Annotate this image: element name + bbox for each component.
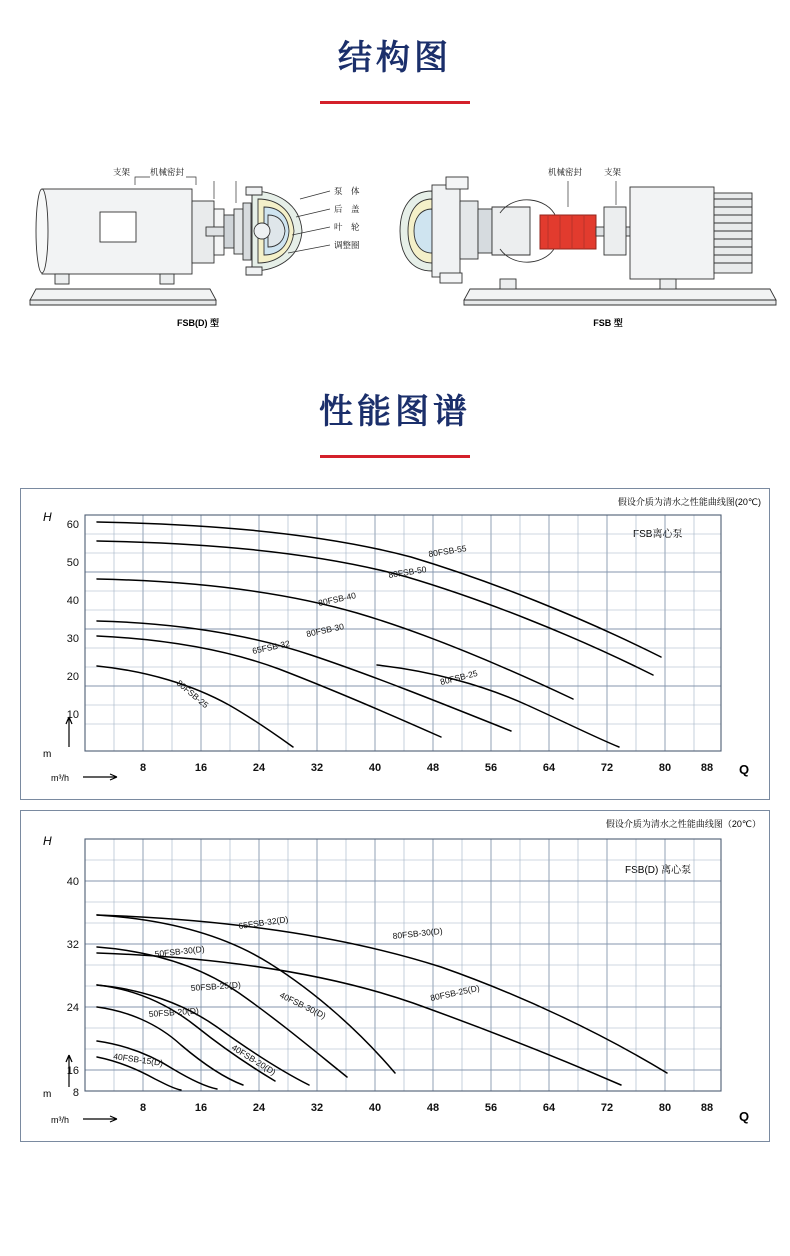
structure-diagram-svg (0, 129, 790, 354)
chart-fsb-ylabel: H (43, 510, 52, 524)
curve-label-40FSB-15D: 40FSB-15(D) (112, 1051, 164, 1068)
curve-label-40FSB-20D: 40FSB-20(D) (229, 1042, 278, 1078)
chart-fsbd-ytick-32: 32 (66, 939, 79, 951)
chart-fsbd-ylabel: H (43, 834, 52, 848)
structure-caption-1: FSB 型 (593, 318, 623, 328)
chart-fsbd-xtick-48: 48 (426, 1102, 440, 1114)
chart-fsb-xlabel: Q (739, 762, 750, 777)
chart-fsbd-xtick-56: 56 (484, 1102, 498, 1114)
chart-fsbd-xlabel: Q (739, 1109, 750, 1124)
chart-fsbd-ytick-16: 16 (66, 1065, 79, 1077)
performance-title-underline (320, 455, 470, 458)
chart-fsb-xtick-48: 48 (426, 762, 440, 774)
curve-label-80FSB-25D: 80FSB-25(D) (429, 982, 481, 1003)
chart-fsbd-yunit: m (43, 1089, 52, 1100)
structure-section-title: 结构图 (338, 38, 452, 78)
curve-80FSB-25D (97, 953, 621, 1085)
curve-label-80FSB-50: 80FSB-50 (387, 564, 428, 580)
chart-fsb-xtick-72: 72 (600, 762, 614, 774)
chart-fsb-brand: FSB离心泵 (633, 529, 683, 540)
chart-fsbd-xtick-8: 8 (139, 1102, 147, 1114)
chart-fsb-xtick-24: 24 (252, 762, 266, 774)
chart-fsb-xtick-80: 80 (658, 762, 672, 774)
chart-fsb-ytick-40: 40 (66, 595, 79, 607)
chart-fsb-xunit: m³/h (51, 773, 69, 783)
chart-fsb-ytick-50: 50 (66, 557, 79, 569)
chart-fsb-xtick-32: 32 (310, 762, 324, 774)
chart-fsbd-ytick-24: 24 (66, 1002, 79, 1014)
structure-label-left-5: 调整圈 (334, 240, 360, 250)
structure-diagram (0, 129, 790, 354)
curve-label-80FSB-55: 80FSB-55 (427, 543, 468, 559)
chart-fsbd-xtick-24: 24 (252, 1102, 266, 1114)
curve-label-50FSB-20D: 50FSB-20(D) (148, 1005, 200, 1019)
chart-fsb-xtick-16: 16 (194, 762, 208, 774)
chart-fsb-ytick-10: 10 (66, 709, 79, 721)
chart-fsbd-ytick-40: 40 (66, 876, 79, 888)
chart-fsbd-xtick-16: 16 (194, 1102, 208, 1114)
chart-fsbd-xtick-40: 40 (368, 1102, 382, 1114)
curve-80FSB-55 (97, 522, 661, 657)
structure-label-left-3: 后 盖 (334, 204, 360, 214)
chart-fsbd-xunit: m³/h (51, 1115, 69, 1125)
chart-fsbd-ytick-8: 8 (72, 1087, 79, 1099)
curve-label-80FSB-30: 80FSB-30 (305, 621, 345, 639)
curve-label-50FSB-25D: 50FSB-25(D) (190, 979, 242, 993)
chart-fsbd-xtick-32: 32 (310, 1102, 324, 1114)
chart-fsb-yunit: m (43, 749, 52, 760)
structure-label-right-0: 机械密封 (548, 167, 583, 177)
chart-fsb-note: 假设介质为清水之性能曲线图(20℃) (617, 497, 761, 507)
chart-fsb-ytick-30: 30 (66, 633, 79, 645)
curve-label-65FSB-32: 65FSB-32 (251, 638, 291, 656)
chart-fsb-xtick-8: 8 (139, 762, 147, 774)
curve-80FSB-25 (377, 665, 619, 747)
chart-fsb-ytick-60: 60 (66, 519, 79, 531)
chart-fsbd-xtick-72: 72 (600, 1102, 614, 1114)
curve-label-40FSB-30D: 40FSB-30(D) (278, 989, 328, 1021)
curve-80FSB-30D (97, 915, 667, 1073)
chart-fsb-ytick-20: 20 (66, 671, 79, 683)
chart-fsb-xtick-40: 40 (368, 762, 382, 774)
chart-fsb (20, 488, 770, 800)
chart-fsbd-brand: FSB(D) 离心泵 (625, 865, 692, 876)
curve-label-80FSB-30D: 80FSB-30(D) (392, 925, 444, 941)
chart-fsbd-xtick-88: 88 (700, 1102, 714, 1114)
chart-fsbd-note: 假设介质为清水之性能曲线图（20℃） (605, 819, 761, 829)
structure-label-right-1: 支架 (604, 167, 622, 177)
chart-fsb-svg (21, 489, 769, 797)
structure-label-left-1: 机械密封 (150, 167, 185, 177)
chart-fsbd-xtick-64: 64 (542, 1102, 556, 1114)
chart-fsb-xtick-56: 56 (484, 762, 498, 774)
chart-fsb-xtick-64: 64 (542, 762, 556, 774)
chart-fsbd-xtick-80: 80 (658, 1102, 672, 1114)
structure-label-left-0: 支架 (113, 167, 131, 177)
structure-caption-0: FSB(D) 型 (177, 318, 219, 328)
curve-label-65FSB-32D: 65FSB-32(D) (237, 914, 289, 931)
chart-fsb-xtick-88: 88 (700, 762, 714, 774)
performance-section-title: 性能图谱 (319, 392, 471, 432)
curve-label-80FSB-25: 80FSB-25 (439, 667, 479, 687)
structure-label-left-2: 泵 体 (334, 186, 360, 196)
chart-fsbd (20, 810, 770, 1142)
curve-80FSB-25-low (97, 666, 293, 747)
curve-label-80FSB-25-low: 80FSB-25 (174, 677, 211, 711)
chart-fsbd-svg (21, 811, 769, 1139)
structure-label-left-4: 叶 轮 (334, 222, 360, 232)
curve-label-50FSB-30D: 50FSB-30(D) (154, 943, 206, 959)
curve-label-80FSB-40: 80FSB-40 (317, 590, 357, 608)
structure-title-underline (320, 101, 470, 104)
